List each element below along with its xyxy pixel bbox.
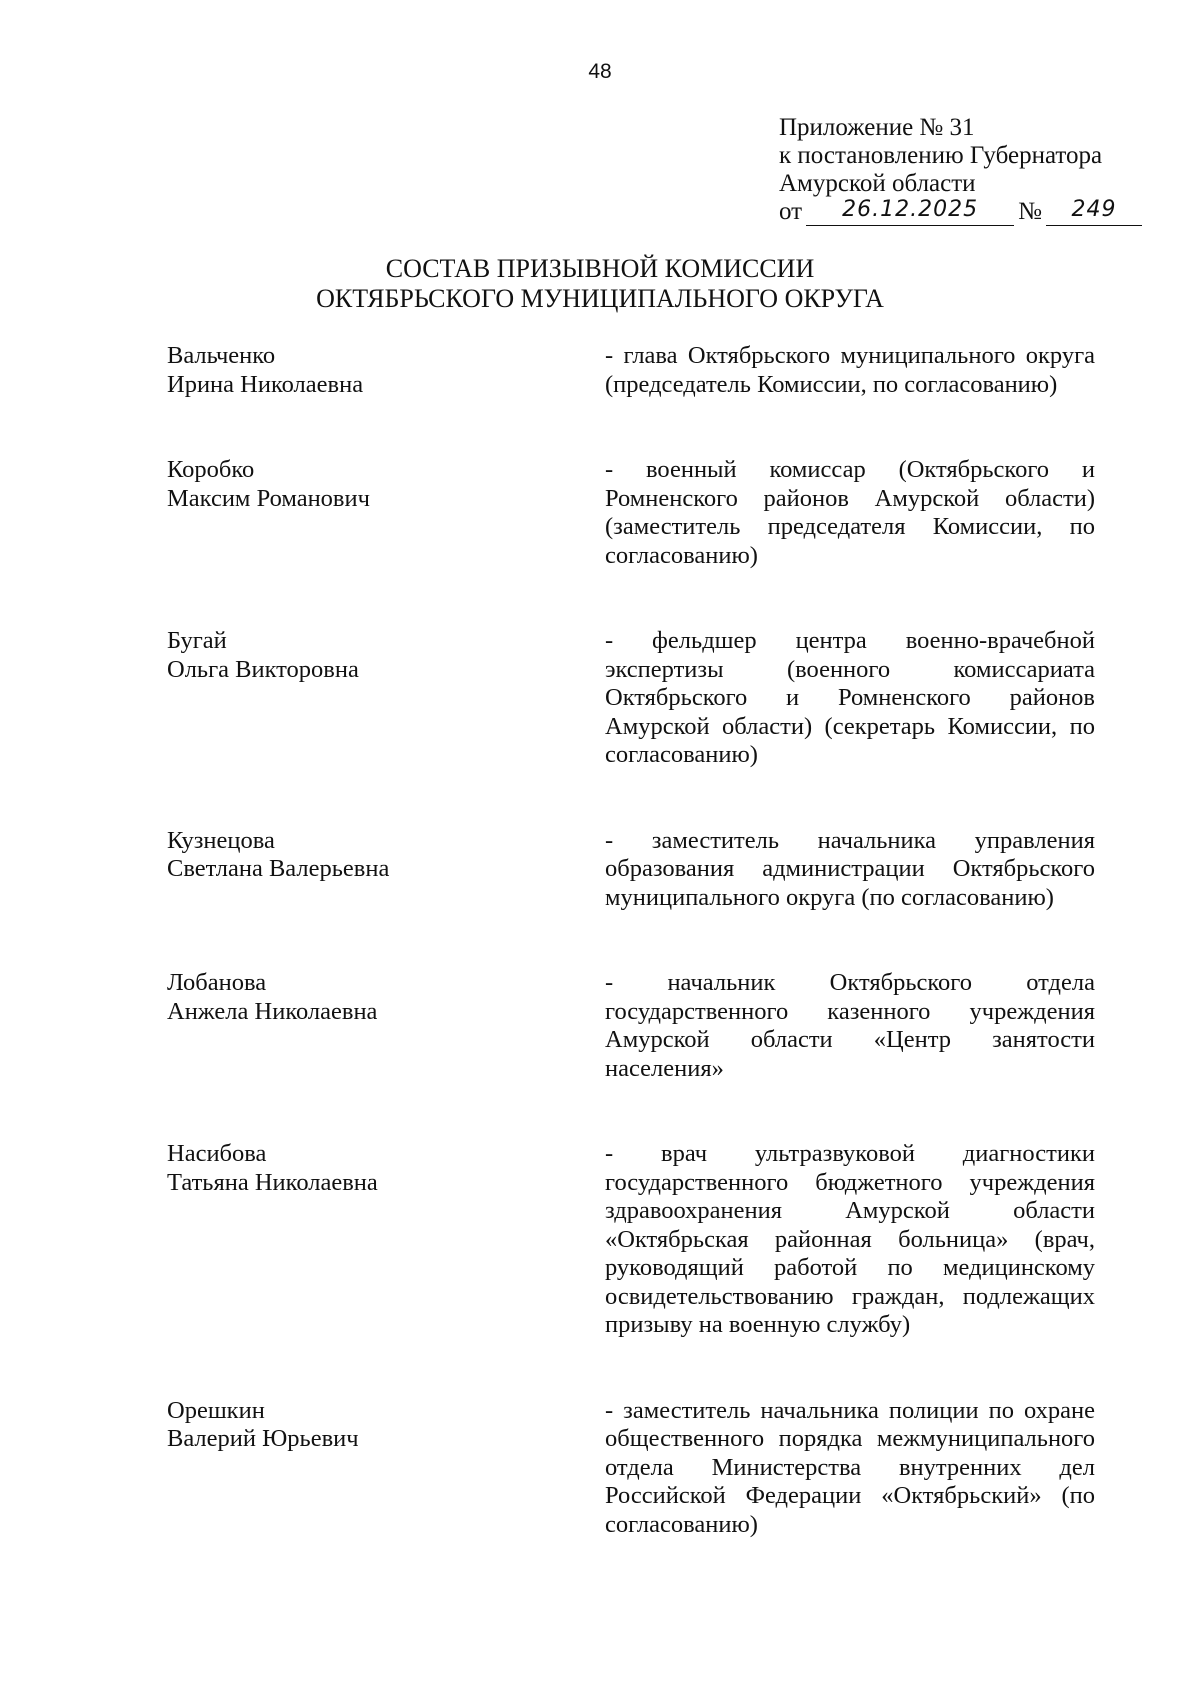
- member-entry: [167, 969, 1127, 1083]
- member-surname: Кузнецова: [167, 826, 275, 854]
- member-entry: [167, 627, 1127, 770]
- member-name: [167, 1397, 567, 1454]
- member-role: - начальник Октябрьского отдела государственного казенного учреждения Амурской области «Центр занятости населения»: [605, 969, 1095, 1082]
- member-name: [167, 827, 567, 884]
- member-entry: [167, 827, 1127, 913]
- handwritten-date: 26.12.2025: [806, 199, 1014, 226]
- member-name: [167, 342, 567, 399]
- member-entry: [167, 1140, 1127, 1340]
- member-role: - глава Октябрьского муниципального округа (председатель Комиссии, по согласованию): [605, 342, 1095, 398]
- member-surname: Коробко: [167, 456, 255, 483]
- title-line-1: СОСТАВ ПРИЗЫВНОЙ КОМИССИИ: [385, 254, 815, 283]
- member-surname: Бугай: [167, 627, 227, 654]
- member-role: - заместитель начальника управления образования администрации Октябрьского муниципального округа (по согласованию): [605, 826, 1095, 911]
- member-name: [167, 1140, 567, 1197]
- member-given-names: Анжела Николаевна: [167, 997, 378, 1025]
- member-entry: [167, 1397, 1127, 1540]
- member-surname: Орешкин: [167, 1396, 265, 1424]
- handwritten-number: 249: [1046, 199, 1142, 226]
- title-line-2: ОКТЯБРЬСКОГО МУНИЦИПАЛЬНОГО ОКРУГА: [316, 284, 884, 313]
- member-given-names: Светлана Валерьевна: [167, 855, 390, 882]
- date-prefix: от: [779, 198, 803, 225]
- member-given-names: Татьяна Николаевна: [167, 1168, 378, 1196]
- appendix-reference: к постановлению Губернатора: [779, 142, 1103, 169]
- member-role: - военный комиссар (Октябрьского и Ромненского районов Амурской области) (заместитель председателя Комиссии, по согласованию): [605, 456, 1095, 569]
- appendix-block: [779, 114, 1142, 226]
- member-entry: [167, 342, 1127, 399]
- member-entry: [167, 456, 1127, 570]
- member-surname: Насибова: [167, 1140, 267, 1167]
- appendix-region: Амурской области: [779, 170, 976, 197]
- member-role: - фельдшер центра военно-врачебной экспертизы (военного комиссариата Октябрьского и Ромненского районов Амурской области) (секретарь Комиссии, по согласованию): [605, 627, 1095, 768]
- member-surname: Лобанова: [167, 969, 267, 996]
- member-given-names: Максим Романович: [167, 484, 370, 512]
- member-given-names: Ирина Николаевна: [167, 370, 364, 398]
- member-name: [167, 969, 567, 1026]
- number-prefix: №: [1018, 198, 1042, 225]
- member-role: - врач ультразвуковой диагностики государственного бюджетного учреждения здравоохранения Амурской области «Октябрьская районная больница» (врач, руководящий работой по медицинскому освидетельствованию граждан, подлежащих призыву на военную службу): [605, 1140, 1095, 1338]
- member-name: [167, 627, 567, 684]
- member-given-names: Ольга Викторовна: [167, 655, 359, 683]
- members-list: [167, 342, 1127, 1539]
- page-number: 48: [588, 60, 612, 83]
- member-surname: Вальченко: [167, 342, 276, 369]
- member-name: [167, 456, 567, 513]
- document-title: [0, 254, 1200, 314]
- member-given-names: Валерий Юрьевич: [167, 1425, 359, 1452]
- appendix-title: Приложение № 31: [779, 114, 975, 141]
- appendix-date-line: [779, 198, 1142, 226]
- member-role: - заместитель начальника полиции по охране общественного порядка межмуниципального отдела Министерства внутренних дел Российской Федерации «Октябрьский» (по согласованию): [605, 1396, 1095, 1538]
